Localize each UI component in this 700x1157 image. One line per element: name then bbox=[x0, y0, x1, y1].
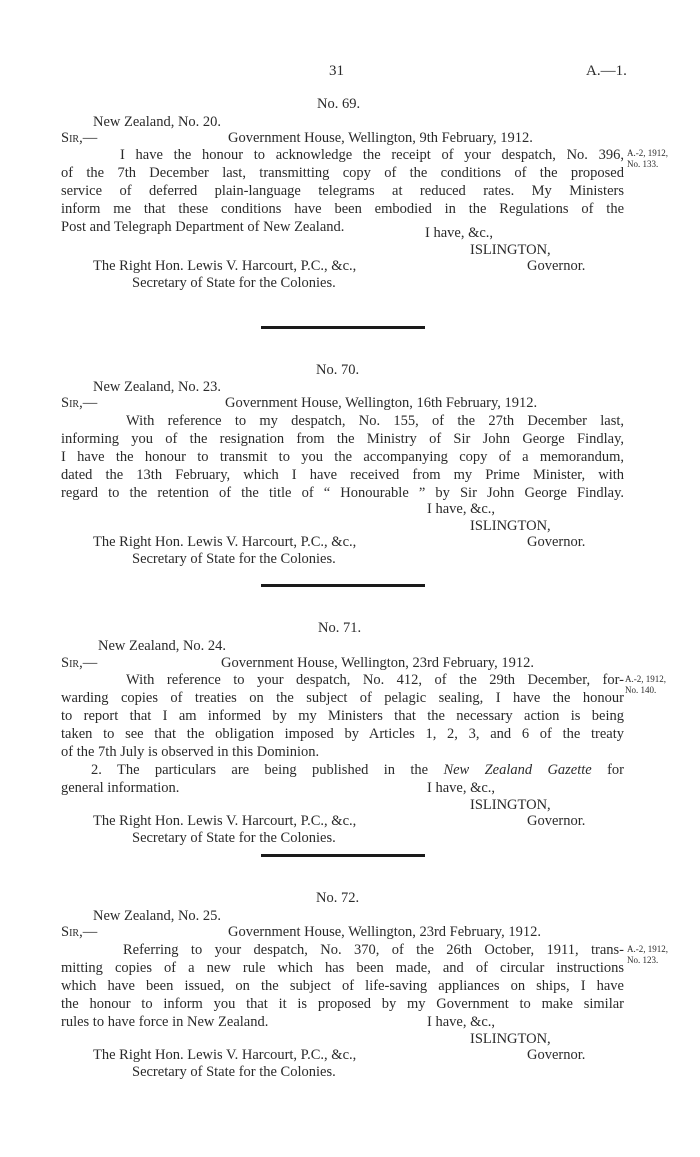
letter-number: No. 72. bbox=[316, 890, 360, 906]
margin-reference: No. 123. bbox=[627, 955, 659, 965]
signatory-title: Governor. bbox=[527, 258, 586, 274]
salutation: Sir,— bbox=[61, 395, 98, 411]
despatch-reference: New Zealand, No. 20. bbox=[93, 114, 222, 130]
body-line: dated the 13th February, which I have received from my Prime Minister, with bbox=[61, 467, 624, 483]
section-divider bbox=[261, 326, 425, 329]
body-line: service of deferred plain-language telegrams at reduced rates. My Ministers bbox=[61, 183, 624, 199]
recipient-office: Secretary of State for the Colonies. bbox=[132, 830, 336, 846]
letter-number: No. 70. bbox=[316, 362, 360, 378]
margin-reference: A.-2, 1912, bbox=[625, 674, 666, 684]
body-line: informing you of the resignation from the Ministry of Sir John George Findlay, bbox=[61, 431, 624, 447]
place-and-date: Government House, Wellington, 23rd February, 1912. bbox=[228, 924, 541, 940]
body-line: I have the honour to acknowledge the receipt of your despatch, No. 396, bbox=[120, 147, 624, 163]
parliamentary-paper-code: A.—1. bbox=[586, 63, 627, 79]
body-line: regard to the retention of the title of “ Honourable ” by Sir John George Findlay. bbox=[61, 485, 624, 501]
recipient-office: Secretary of State for the Colonies. bbox=[132, 1064, 336, 1080]
margin-reference: A.-2, 1912, bbox=[627, 148, 668, 158]
recipient: The Right Hon. Lewis V. Harcourt, P.C., &c., bbox=[93, 813, 357, 829]
signatory-title: Governor. bbox=[527, 534, 586, 550]
closing: I have, &c., bbox=[427, 1014, 496, 1030]
closing: I have, &c., bbox=[425, 225, 494, 241]
despatch-reference: New Zealand, No. 25. bbox=[93, 908, 222, 924]
signatory: ISLINGTON, bbox=[470, 242, 551, 258]
recipient-office: Secretary of State for the Colonies. bbox=[132, 275, 336, 291]
margin-reference: No. 133. bbox=[627, 159, 659, 169]
page-number: 31 bbox=[329, 63, 344, 79]
margin-reference: A.-2, 1912, bbox=[627, 944, 668, 954]
paragraph-2-tail: for bbox=[607, 762, 625, 778]
despatch-reference: New Zealand, No. 23. bbox=[93, 379, 222, 395]
section-divider bbox=[261, 854, 425, 857]
despatch-reference: New Zealand, No. 24. bbox=[98, 638, 227, 654]
body-line: taken to see that the obligation imposed by Articles 1, 2, 3, and 6 of the treaty bbox=[61, 726, 624, 742]
recipient: The Right Hon. Lewis V. Harcourt, P.C., &c., bbox=[93, 258, 357, 274]
body-line-paragraph-2 bbox=[61, 761, 624, 779]
body-line: which have been issued, on the subject of life-saving appliances on ships, I have bbox=[61, 978, 624, 994]
salutation: Sir,— bbox=[61, 130, 98, 146]
salutation: Sir,— bbox=[61, 655, 98, 671]
body-line: rules to have force in New Zealand. bbox=[61, 1014, 269, 1030]
signatory: ISLINGTON, bbox=[470, 518, 551, 534]
salutation: Sir,— bbox=[61, 924, 98, 940]
body-line: of the 7th December last, transmitting copy of the conditions of the proposed bbox=[61, 165, 624, 181]
signatory-title: Governor. bbox=[527, 813, 586, 829]
letter-number: No. 71. bbox=[318, 620, 362, 636]
body-line: mitting copies of a new rule which has been made, and of circular instructions bbox=[61, 960, 624, 976]
body-line: inform me that these conditions have been embodied in the Regulations of the bbox=[61, 201, 624, 217]
signatory: ISLINGTON, bbox=[470, 1031, 551, 1047]
place-and-date: Government House, Wellington, 9th February, 1912. bbox=[228, 130, 533, 146]
recipient: The Right Hon. Lewis V. Harcourt, P.C., &c., bbox=[93, 534, 357, 550]
paragraph-2-text: 2. The particulars are being published in the bbox=[91, 762, 429, 778]
body-line: Post and Telegraph Department of New Zealand. bbox=[61, 219, 345, 235]
body-line: to report that I am informed by my Ministers that the necessary action is being bbox=[61, 708, 624, 724]
body-line: general information. bbox=[61, 780, 180, 796]
closing: I have, &c., bbox=[427, 501, 496, 517]
signatory-title: Governor. bbox=[527, 1047, 586, 1063]
gazette-title: New Zealand Gazette bbox=[443, 762, 592, 778]
place-and-date: Government House, Wellington, 16th February, 1912. bbox=[225, 395, 538, 411]
place-and-date: Government House, Wellington, 23rd February, 1912. bbox=[221, 655, 534, 671]
body-line: I have the honour to transmit to you the accompanying copy of a memorandum, bbox=[61, 449, 624, 465]
margin-reference: No. 140. bbox=[625, 685, 657, 695]
body-line: warding copies of treaties on the subject of pelagic sealing, I have the honour bbox=[61, 690, 624, 706]
recipient-office: Secretary of State for the Colonies. bbox=[132, 551, 336, 567]
signatory: ISLINGTON, bbox=[470, 797, 551, 813]
letter-number: No. 69. bbox=[317, 96, 361, 112]
body-line: of the 7th July is observed in this Dominion. bbox=[61, 744, 320, 760]
recipient: The Right Hon. Lewis V. Harcourt, P.C., &c., bbox=[93, 1047, 357, 1063]
section-divider bbox=[261, 584, 425, 587]
body-line: With reference to your despatch, No. 412, of the 29th December, for- bbox=[126, 672, 624, 688]
body-line: With reference to my despatch, No. 155, of the 27th December last, bbox=[126, 413, 624, 429]
body-line: the honour to inform you that it is proposed by my Government to make similar bbox=[61, 996, 624, 1012]
closing: I have, &c., bbox=[427, 780, 496, 796]
body-line: Referring to your despatch, No. 370, of the 26th October, 1911, trans- bbox=[123, 942, 624, 958]
